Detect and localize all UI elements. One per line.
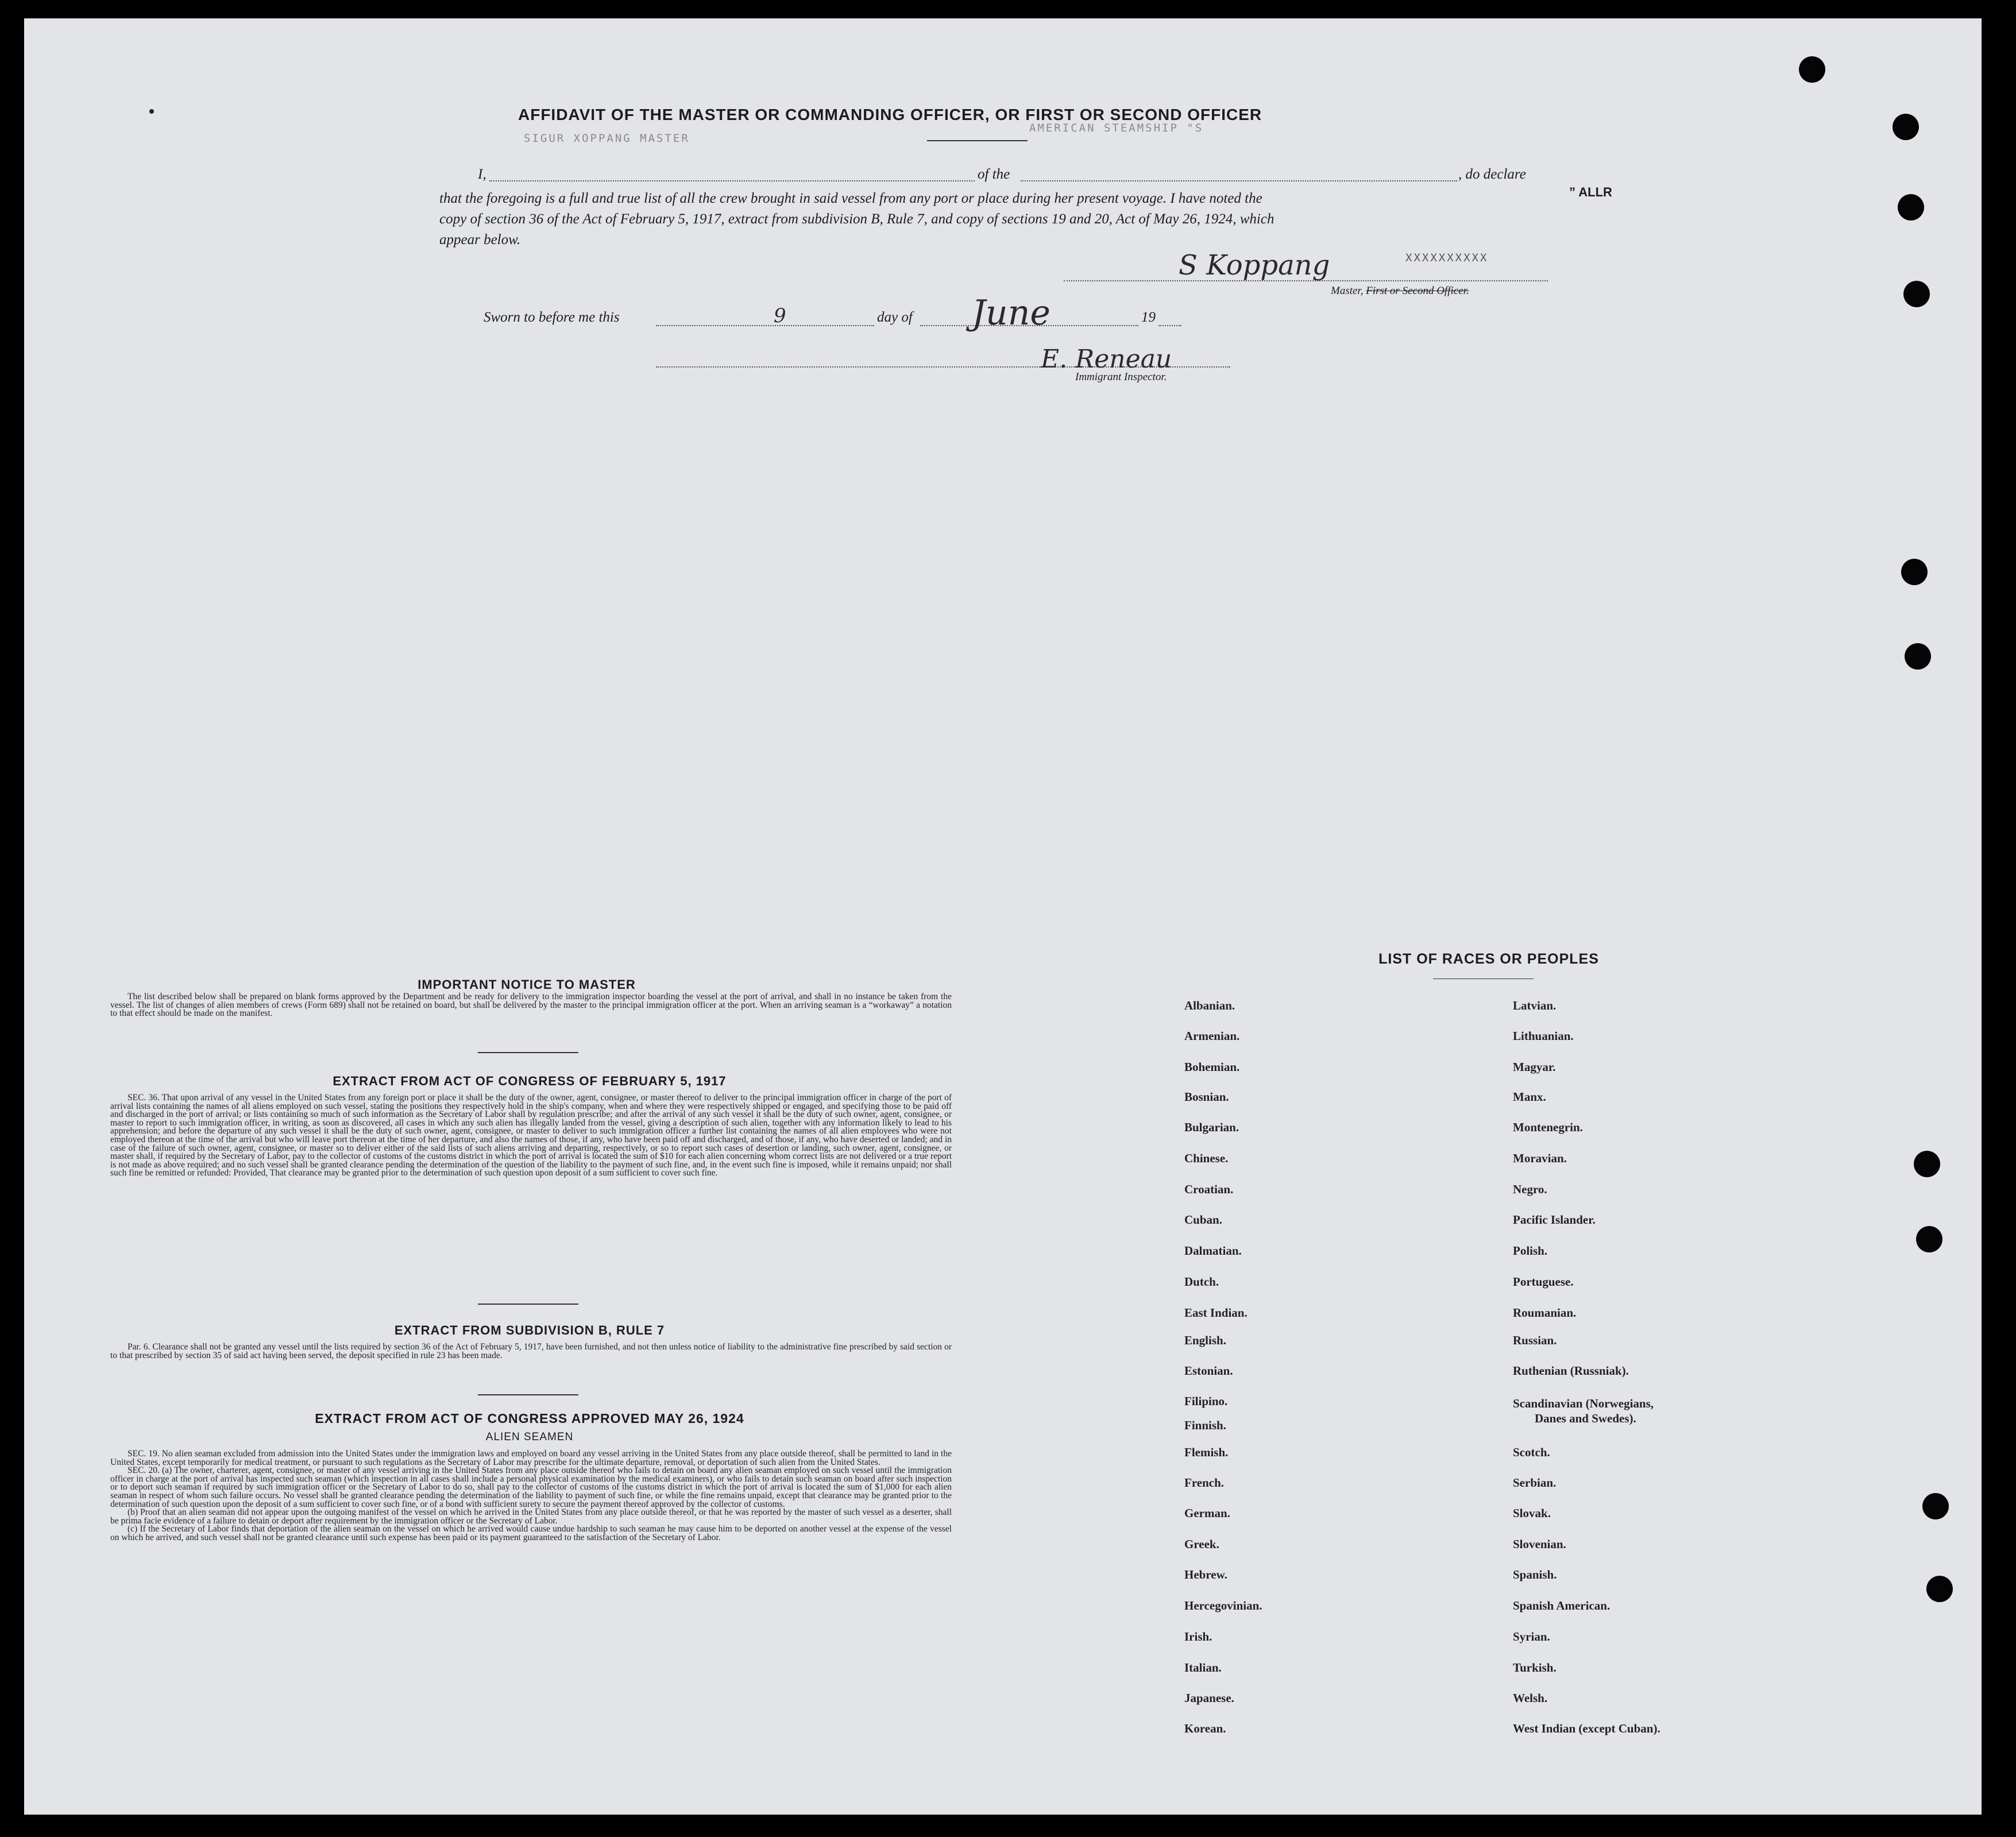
master-label [1331, 285, 1469, 297]
section-rule [478, 1304, 578, 1305]
race-item: Dalmatian. [1184, 1244, 1242, 1258]
punch-hole [1922, 1493, 1949, 1519]
notice-paragraph: The list described below shall be prepared on blank forms approved by the Department and be ready for delivery to the immigration inspector boarding the vessel at the port of arrival, and shall in no instance be taken from the vessel. The list of changes of alien members of crews (Form 689) shall not be retained on board, but shall be delivered by the master to the principal immigration officer at the port. When an arriving seaman is a “workaway” a notation to that effect should be made on the manifest. [110, 992, 952, 1019]
race-item: Ruthenian (Russniak). [1513, 1364, 1629, 1378]
declare-do-declare: , do declare [1458, 167, 1526, 182]
race-item: Korean. [1184, 1722, 1226, 1735]
section-rule [478, 1394, 578, 1395]
vessel-field [1021, 180, 1457, 181]
sworn-text: Sworn to before me this [484, 310, 620, 325]
sworn-day: 9 [774, 304, 786, 327]
sworn-day-of: day of [877, 310, 913, 325]
race-item: Chinese. [1184, 1151, 1229, 1165]
master-label-prefix: Master, [1331, 285, 1364, 297]
race-item: Flemish. [1184, 1445, 1229, 1459]
race-item: Hercegovinian. [1184, 1599, 1262, 1612]
inspector-signature: E. Reneau [1041, 345, 1172, 374]
race-item: Moravian. [1513, 1151, 1567, 1165]
rule7-title: EXTRACT FROM SUBDIVISION B, RULE 7 [394, 1323, 665, 1337]
race-item: Turkish. [1513, 1661, 1557, 1674]
stamp-master: SIGUR XOPPANG MASTER [524, 132, 690, 145]
sworn-month: June [972, 293, 1051, 333]
race-item: German. [1184, 1506, 1230, 1520]
race-item: Japanese. [1184, 1691, 1234, 1705]
punch-hole [1916, 1226, 1942, 1252]
race-item: Syrian. [1513, 1630, 1550, 1643]
punch-hole [1903, 281, 1930, 307]
race-item: Negro. [1513, 1182, 1547, 1196]
master-label-struck: First or Second Officer. [1366, 285, 1469, 297]
inspector-label: Immigrant Inspector. [1075, 371, 1167, 383]
master-signature: S Koppang [1179, 249, 1330, 281]
extract-1924-text [110, 1450, 952, 1542]
race-item: English. [1184, 1333, 1226, 1347]
race-item: Danes and Swedes). [1535, 1411, 1636, 1425]
name-field [489, 180, 975, 181]
race-item: Greek. [1184, 1537, 1219, 1551]
body-line-2: copy of section 36 of the Act of February 5, 1917, extract from subdivision B, Rule 7, and copy of sections 19 and 20, Act of May 26, 1924, which [439, 211, 1275, 227]
race-item: Croatian. [1184, 1182, 1234, 1196]
race-item: Welsh. [1513, 1691, 1548, 1705]
race-item: Slovak. [1513, 1506, 1551, 1520]
race-item: Filipino. [1184, 1394, 1228, 1408]
race-item: Pacific Islander. [1513, 1213, 1596, 1227]
declare-i: I, [478, 167, 486, 182]
extract-1924-title: EXTRACT FROM ACT OF CONGRESS APPROVED MAY 26, 1924 [315, 1411, 744, 1426]
extract-1917-title: EXTRACT FROM ACT OF CONGRESS OF FEBRUARY 5, 1917 [333, 1074, 727, 1088]
punch-hole [1799, 56, 1825, 83]
race-item: Bulgarian. [1184, 1120, 1239, 1134]
body-line-3: appear below. [439, 232, 521, 247]
sec20a-paragraph: SEC. 20. (a) The owner, charterer, agent, consignee, or master of any vessel arriving in the United States from any place outside thereof who fails to detain on board any alien seaman employed on such vessel until the immigration officer in charge at the port of arrival has inspected such seaman (which inspection in all cases shall include a personal physical examination by the medical examiners), or who fails to detain such seaman on board after such inspection or to deport such seaman if required by such immigration officer or the Secretary of Labor to do so, shall pay to the collector of customs of the customs district in which the port of arrival is located the sum of $1,000 for each alien seaman in respect of whom such failure occurs. No vessel shall be granted clearance pending the determination of the liability to payment of such fine, or while the fine remains unpaid, except that clearance may be granted prior to the determination of such question upon the deposit of a sum sufficient to cover such fine, or of a bond with sufficient surety to secure the payment thereof approved by the collector of customs. [110, 1465, 952, 1509]
race-item: Spanish American. [1513, 1599, 1611, 1612]
race-item: Montenegrin. [1513, 1120, 1583, 1134]
sworn-year-prefix: 19 [1141, 310, 1156, 325]
master-signature-line [1064, 280, 1548, 281]
race-item: Cuban. [1184, 1213, 1222, 1227]
rule7-text [110, 1343, 952, 1360]
race-item: West Indian (except Cuban). [1513, 1722, 1660, 1735]
title-rule [927, 140, 1028, 141]
race-item: French. [1184, 1476, 1225, 1490]
race-item: Dutch. [1184, 1275, 1219, 1289]
race-item: Spanish. [1513, 1568, 1557, 1581]
race-item: Slovenian. [1513, 1537, 1566, 1551]
notice-title: IMPORTANT NOTICE TO MASTER [418, 977, 636, 992]
race-item: East Indian. [1184, 1306, 1248, 1320]
extract-1924-subtitle: ALIEN SEAMEN [485, 1431, 574, 1443]
punch-hole [1893, 114, 1919, 140]
punch-hole [1901, 559, 1928, 585]
notice-text [110, 993, 952, 1018]
extract-1917-text [110, 1094, 952, 1178]
race-item: Italian. [1184, 1661, 1222, 1674]
stamp-vessel: AMERICAN STEAMSHIP "S [1029, 122, 1204, 134]
race-item: Russian. [1513, 1333, 1557, 1347]
declare-of-the: of the [978, 167, 1010, 182]
punch-hole [1905, 643, 1931, 670]
race-item: Latvian. [1513, 999, 1557, 1012]
sec20b-paragraph: (b) Proof that an alien seaman did not appear upon the outgoing manifest of the vessel on which he arrived in the United States from any place outside thereof, or that he was reported by the master of such vessel as a deserter, shall be prima facie evidence of a failure to detain or deport after requirement by the immigration officer or the Secretary of Labor. [110, 1507, 952, 1526]
section-rule [478, 1052, 578, 1053]
sec19-paragraph: SEC. 19. No alien seaman excluded from admission into the United States under the immigration laws and employed on board any vessel arriving in the United States from any place outside thereof, shall be permitted to land in the United States, except temporarily for medical treatment, or pursuant to such regulations as the Secretary of Labor may prescribe for the ultimate departure, removal, or deportation of such alien from the United States. [110, 1449, 952, 1467]
race-item: Scandinavian (Norwegians, [1513, 1397, 1654, 1410]
margin-mark: ” ALLR [1569, 185, 1612, 199]
rule7-paragraph: Par. 6. Clearance shall not be granted any vessel until the lists required by section 36 of the Act of February 5, 1917, have been furnished, and not then unless notice of liability to the administrative fine prescribed by said section or to that prescribed by section 35 of said act having been served, the deposit specified in rule 23 has been made. [110, 1342, 952, 1360]
sworn-day-field [656, 325, 874, 326]
punch-hole [1926, 1576, 1953, 1602]
race-item: Armenian. [1184, 1029, 1240, 1043]
extract-1917-paragraph: SEC. 36. That upon arrival of any vessel in the United States from any foreign port or place it shall be the duty of the owner, agent, consignee, or master thereof to deliver to the principal immigration officer in charge of the port of arrival lists containing the names of all aliens employed on such vessel, stating the positions they respectively hold in the ship's company, when and where they were respectively shipped or engaged, and specifying those to be paid off and discharged in the port of arrival; or lists containing so much of such information as the Secretary of Labor shall by regulation prescribe; and after the arrival of any such vessel it shall be the duty of such owner, agent, consignee, or master to report to such immigration officer, in writing, as soon as discovered, all cases in which any such alien has illegally landed from the vessel, giving a description of such alien, together with any information likely to lead to his apprehension; and before the departure of any such vessel it shall be the duty of such owner, agent, consignee, or master to deliver to such immigration officer a further list containing the names of all alien employees who were not employed thereon at the time of the arrival but who will leave port thereon at the time of her departure, and also the names of those, if any, who have been paid off and discharged, and of those, if any, who have deserted or landed; and in case of the failure of such owner, agent, consignee, or master so to deliver either of the said lists of such aliens arriving and departing, respectively, or so to report such cases of desertion or landing, such owner, agent, consignee, or master shall, if required by the Secretary of Labor, pay to the collector of customs of the customs district in which the port of arrival is located the sum of $10 for each alien concerning whom correct lists are not delivered or a true report is not made as above required; and no such vessel shall be granted clearance pending the determination of the question of the liability to the payment of such fine, and, in the event such fine is imposed, while it remains unpaid; nor shall such fine be remitted or refunded: Provided, That clearance may be granted prior to the determination of such question upon deposit of a sum sufficient to cover such fine. [110, 1093, 952, 1178]
document-page [24, 18, 1982, 1815]
specks [149, 109, 154, 114]
race-item: Bohemian. [1184, 1060, 1240, 1074]
race-item: Manx. [1513, 1090, 1546, 1104]
sec20c-paragraph: (c) If the Secretary of Labor finds that deportation of the alien seaman on the vessel on which he arrived would cause undue hardship to such seaman he may cause him to be deported on another vessel at the expense of the vessel on which he arrived, and such vessel shall not be granted clearance until such expense has been paid or its payment guaranteed to the satisfaction of the Secretary of Labor. [110, 1524, 952, 1542]
punch-hole [1898, 194, 1924, 221]
race-item: Lithuanian. [1513, 1029, 1574, 1043]
punch-hole [1914, 1151, 1940, 1177]
race-item: Hebrew. [1184, 1568, 1227, 1581]
race-item: Irish. [1184, 1630, 1212, 1643]
race-item: Serbian. [1513, 1476, 1557, 1490]
race-item: Roumanian. [1513, 1306, 1577, 1320]
race-item: Polish. [1513, 1244, 1548, 1258]
race-item: Finnish. [1184, 1418, 1226, 1432]
sworn-year-field [1158, 325, 1181, 326]
race-item: Bosnian. [1184, 1090, 1229, 1104]
race-item: Magyar. [1513, 1060, 1556, 1074]
race-item: Portuguese. [1513, 1275, 1574, 1289]
affidavit-title: AFFIDAVIT OF THE MASTER OR COMMANDING OFFICER, OR FIRST OR SECOND OFFICER [518, 106, 1262, 123]
body-line-1: that the foregoing is a full and true list of all the crew brought in said vessel from any port or place during her present voyage. I have noted the [439, 191, 1262, 206]
race-item: Scotch. [1513, 1445, 1550, 1459]
race-item: Estonian. [1184, 1364, 1233, 1378]
races-title: LIST OF RACES OR PEOPLES [1378, 951, 1599, 967]
typed-x-marks: XXXXXXXXXX [1405, 252, 1489, 264]
race-item: Albanian. [1184, 999, 1235, 1012]
